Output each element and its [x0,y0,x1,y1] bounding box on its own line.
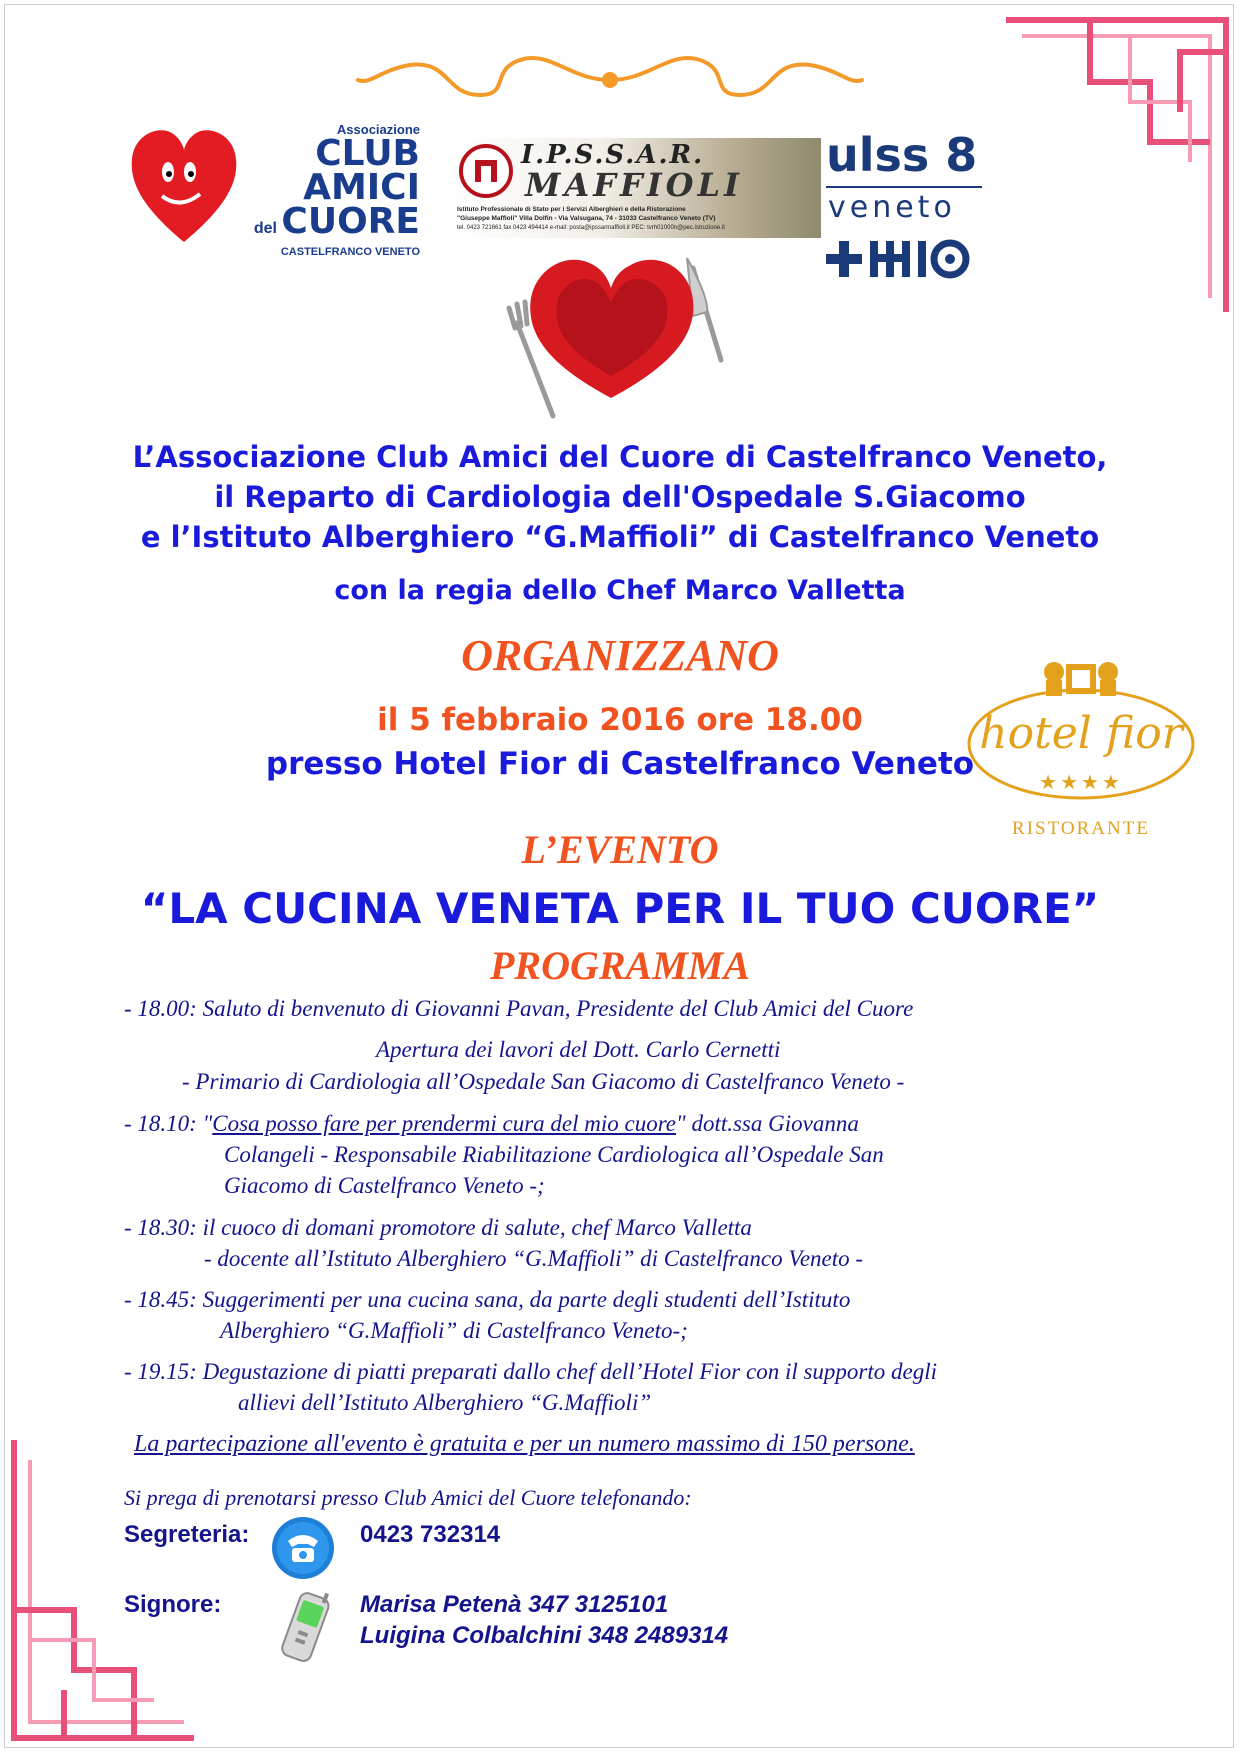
mobile-phone-icon [272,1588,338,1668]
event-place: presso Hotel Fior di Castelfranco Veneto [265,746,975,782]
evento-title: “LA CUCINA VENETA PER IL TUO CUORE” [140,884,1100,933]
ipssar-title1: I.P.S.S.A.R. [521,140,705,170]
telephone-icon [270,1515,336,1581]
hotel-fior-logo [966,656,1196,841]
participation-note [134,1429,915,1460]
ipssar-sub2: "Giuseppe Maffioli" Villa Dolfin - Via Valsugana, 74 - 31033 Castelfranco Veneto (TV) [457,215,716,222]
scroll-ornament-icon [350,40,870,110]
intro-line3: e l’Istituto Alberghiero “G.Maffioli” di Castelfranco Veneto [140,520,1100,554]
programma-label: PROGRAMMA [489,943,751,988]
event-date: il 5 febbraio 2016 ore 18.00 [377,702,863,738]
segreteria-phone: 0423 732314 [360,1521,501,1548]
program-item-1800: - 18.00: Saluto di benvenuto di Giovanni Pavan, Presidente del Club Amici del Cuore [124,996,914,1021]
ipssar-sub1: Istituto Professionale di Stato per i Servizi Alberghieri e della Ristorazione [457,206,686,213]
ulss-symbols-icon [826,236,986,286]
program-item-1800-b: Apertura dei lavori del Dott. Carlo Cernetti [376,1037,781,1062]
program-item-1810-b: Colangeli - Responsabile Riabilitazione Cardiologica all’Ospedale San [224,1142,884,1167]
club-logo-line2: AMICI [303,167,420,208]
ipssar-crest-icon [459,144,513,198]
hotel-stars: ★★★★ [1039,772,1123,794]
hotel-name: hotel fior [979,708,1183,759]
program-item-1810-c: Giacomo di Castelfranco Veneto -; [224,1173,545,1198]
club-logo [250,122,420,258]
intro-line1: L’Associazione Club Amici del Cuore di Castelfranco Veneto, [132,440,1108,474]
club-logo-line1: CLUB [315,133,420,174]
intro-line2: il Reparto di Cardiologia dell'Ospedale S.Giacomo [214,480,1026,514]
program-item-1810-post: " dott.ssa Giovanna [676,1111,859,1136]
corner-ornament-bottom-left-icon [4,1430,204,1748]
ipssar-sub3: tel. 0423 721661 fax 0423 494414 e-mail: posta@ipssarmaffioli.it PEC: tvrh01000n@pec.istruzione.it [457,225,725,231]
corner-ornament-top-right-icon [1000,12,1232,332]
signore-contact-2: Luigina Colbalchini 348 2489314 [360,1622,729,1649]
club-logo-assoc: Associazione [336,122,420,137]
program-item-1830: - 18.30: il cuoco di domani promotore di salute, chef Marco Valletta [124,1215,752,1240]
booking-note: Si prega di prenotarsi presso Club Amici del Cuore telefonando: [124,1485,692,1510]
program-item-1845-b: Alberghiero “G.Maffioli” di Castelfranco Veneto-; [220,1318,688,1343]
signore-label: Signore: [124,1591,222,1618]
club-logo-del: del [253,220,277,237]
ulss-logo-title: ulss 8 [826,128,978,182]
program-item-1800-c: - Primario di Cardiologia all’Ospedale San Giacomo di Castelfranco Veneto - [182,1069,905,1094]
program-item-1830-b: - docente all’Istituto Alberghiero “G.Maffioli” di Castelfranco Veneto - [204,1246,864,1271]
segreteria-label: Segreteria: [124,1521,250,1548]
club-logo-city: CASTELFRANCO VENETO [280,246,420,258]
program-item-1810-pre: - 18.10: " [124,1111,213,1136]
program-item-1810 [124,1108,859,1139]
ulss-logo-sub: veneto [828,190,956,225]
hotel-ristorante: RISTORANTE [1012,818,1150,839]
program-item-1915-b: allievi dell’Istituto Alberghiero “G.Maffioli” [238,1390,652,1415]
evento-label: L’EVENTO [521,827,719,872]
ipssar-logo [455,138,821,238]
ulss-logo [822,128,986,288]
signore-contact-1: Marisa Petenà 347 3125101 [360,1591,669,1618]
program-item-1810-title: Cosa posso fare per prendermi cura del mio cuore [212,1111,677,1136]
program-item-1845: - 18.45: Suggerimenti per una cucina sana, da parte degli studenti dell’Istituto [124,1287,851,1312]
organizzano-label: ORGANIZZANO [461,631,779,680]
program-item-1915: - 19.15: Degustazione di piatti preparati dallo chef dell’Hotel Fior con il supporto degli [124,1359,938,1384]
heart-plate-cutlery-icon [495,238,745,433]
ulss-divider [826,186,982,188]
participation-text: La partecipazione all'evento è gratuita e per un numero massimo di 150 persone. [134,1431,915,1457]
club-logo-line3: CUORE [281,201,420,242]
ipssar-title2: MAFFIOLI [525,166,743,204]
smiling-heart-icon [128,124,240,246]
intro-line4: con la regia dello Chef Marco Valletta [334,575,906,606]
